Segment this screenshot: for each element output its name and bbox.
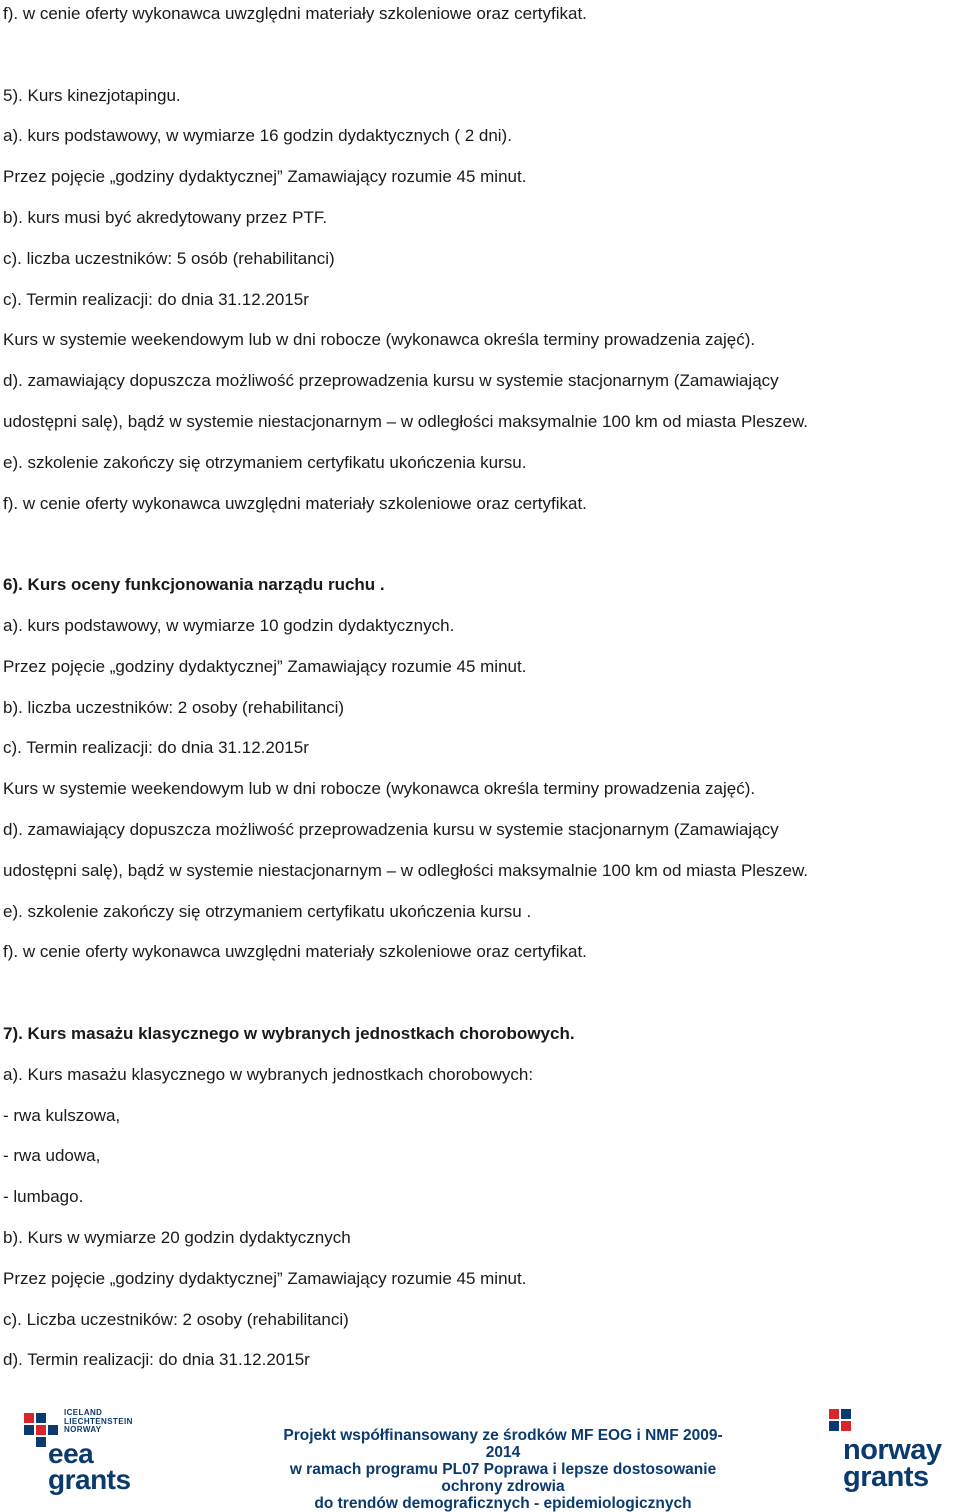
- text-line: a). kurs podstawowy, w wymiarze 10 godzin dydaktycznych.: [3, 616, 455, 635]
- text-line: d). zamawiający dopuszcza możliwość przeprowadzenia kursu w systemie stacjonarnym (Zamawiający: [3, 820, 779, 839]
- project-funding-text: [268, 1427, 738, 1512]
- eea-country-lines: [64, 1409, 133, 1435]
- text-line: f). w cenie oferty wykonawca uwzględni materiały szkoleniowe oraz certyfikat.: [3, 493, 587, 513]
- text-line: e). szkolenie zakończy się otrzymaniem certyfikatu ukończenia kursu .: [3, 901, 532, 921]
- eea-grants-logo: [22, 1409, 134, 1494]
- text-line: - lumbago.: [3, 1187, 84, 1207]
- text-line: b). liczba uczestników: 2 osoby (rehabilitanci): [3, 697, 345, 717]
- eea-word: eea: [48, 1438, 94, 1469]
- eea-grants-word: grants: [48, 1464, 131, 1495]
- text-line: Przez pojęcie „godziny dydaktycznej” Zamawiający rozumie 45 minut.: [3, 656, 527, 676]
- norway-word: norway: [843, 1434, 942, 1466]
- text-line: c). Liczba uczestników: 2 osoby (rehabilitanci): [3, 1309, 349, 1329]
- text-line: b). Kurs w wymiarze 20 godzin dydaktycznych: [3, 1228, 351, 1247]
- text-line: c). Termin realizacji: do dnia 31.12.2015r: [3, 738, 309, 758]
- text-line: udostępni salę), bądź w systemie niestacjonarnym – w odległości maksymalnie 100 km od miasta Pleszew.: [3, 412, 809, 431]
- text-line: udostępni salę), bądź w systemie niestacjonarnym – w odległości maksymalnie 100 km od miasta Pleszew.: [3, 860, 809, 880]
- eea-country-liechtenstein: LIECHTENSTEIN: [64, 1416, 133, 1426]
- text-line: e). szkolenie zakończy się otrzymaniem certyfikatu ukończenia kursu.: [3, 452, 527, 472]
- section-heading: 7). Kurs masażu klasycznego w wybranych jednostkach chorobowych.: [3, 1024, 575, 1043]
- text-line: - rwa kulszowa,: [3, 1105, 121, 1125]
- text-line: a). Kurs masażu klasycznego w wybranych jednostkach chorobowych:: [3, 1064, 534, 1084]
- text-line: f). w cenie oferty wykonawca uwzględni materiały szkoleniowe oraz certyfikat.: [3, 942, 587, 962]
- text-line: - rwa udowa,: [3, 1146, 101, 1166]
- text-line: Przez pojęcie „godziny dydaktycznej” Zamawiający rozumie 45 minut.: [3, 1268, 527, 1288]
- text-line: d). zamawiający dopuszcza możliwość przeprowadzenia kursu w systemie stacjonarnym (Zamawiający: [3, 371, 779, 391]
- norway-flag-icon: [827, 1407, 857, 1437]
- text-line: Kurs w systemie weekendowym lub w dni robocze (wykonawca określa terminy prowadzenia zajęć).: [3, 330, 756, 350]
- text-line: a). kurs podstawowy, w wymiarze 16 godzin dydaktycznych ( 2 dni).: [3, 126, 512, 146]
- eea-country-iceland: ICELAND: [64, 1408, 103, 1417]
- project-text-line-1: Projekt współfinansowany ze środków MF EOG i NMF 2009-2014: [283, 1427, 723, 1461]
- text-line: d). Termin realizacji: do dnia 31.12.2015r: [3, 1350, 310, 1370]
- text-line: Kurs w systemie weekendowym lub w dni robocze (wykonawca określa terminy prowadzenia zajęć).: [3, 779, 756, 799]
- project-text-line-3: do trendów demograficznych - epidemiologicznych: [314, 1495, 692, 1512]
- text-line: f). w cenie oferty wykonawca uwzględni materiały szkoleniowe oraz certyfikat.: [3, 4, 587, 23]
- eea-country-norway: NORWAY: [64, 1425, 102, 1434]
- text-line: Przez pojęcie „godziny dydaktycznej” Zamawiający rozumie 45 minut.: [3, 167, 527, 187]
- norway-grants-word: grants: [843, 1461, 929, 1493]
- project-text-line-2: w ramach programu PL07 Poprawa i lepsze dostosowanie ochrony zdrowia: [289, 1461, 717, 1495]
- page-footer: [0, 1395, 960, 1512]
- section-heading: 6). Kurs oceny funkcjonowania narządu ruchu .: [3, 575, 385, 595]
- text-line: b). kurs musi być akredytowany przez PTF.: [3, 208, 328, 227]
- norway-grants-logo: [823, 1407, 943, 1497]
- text-line: c). liczba uczestników: 5 osób (rehabilitanci): [3, 248, 335, 268]
- text-line: c). Termin realizacji: do dnia 31.12.2015r: [3, 289, 309, 309]
- text-line: 5). Kurs kinezjotapingu.: [3, 85, 181, 105]
